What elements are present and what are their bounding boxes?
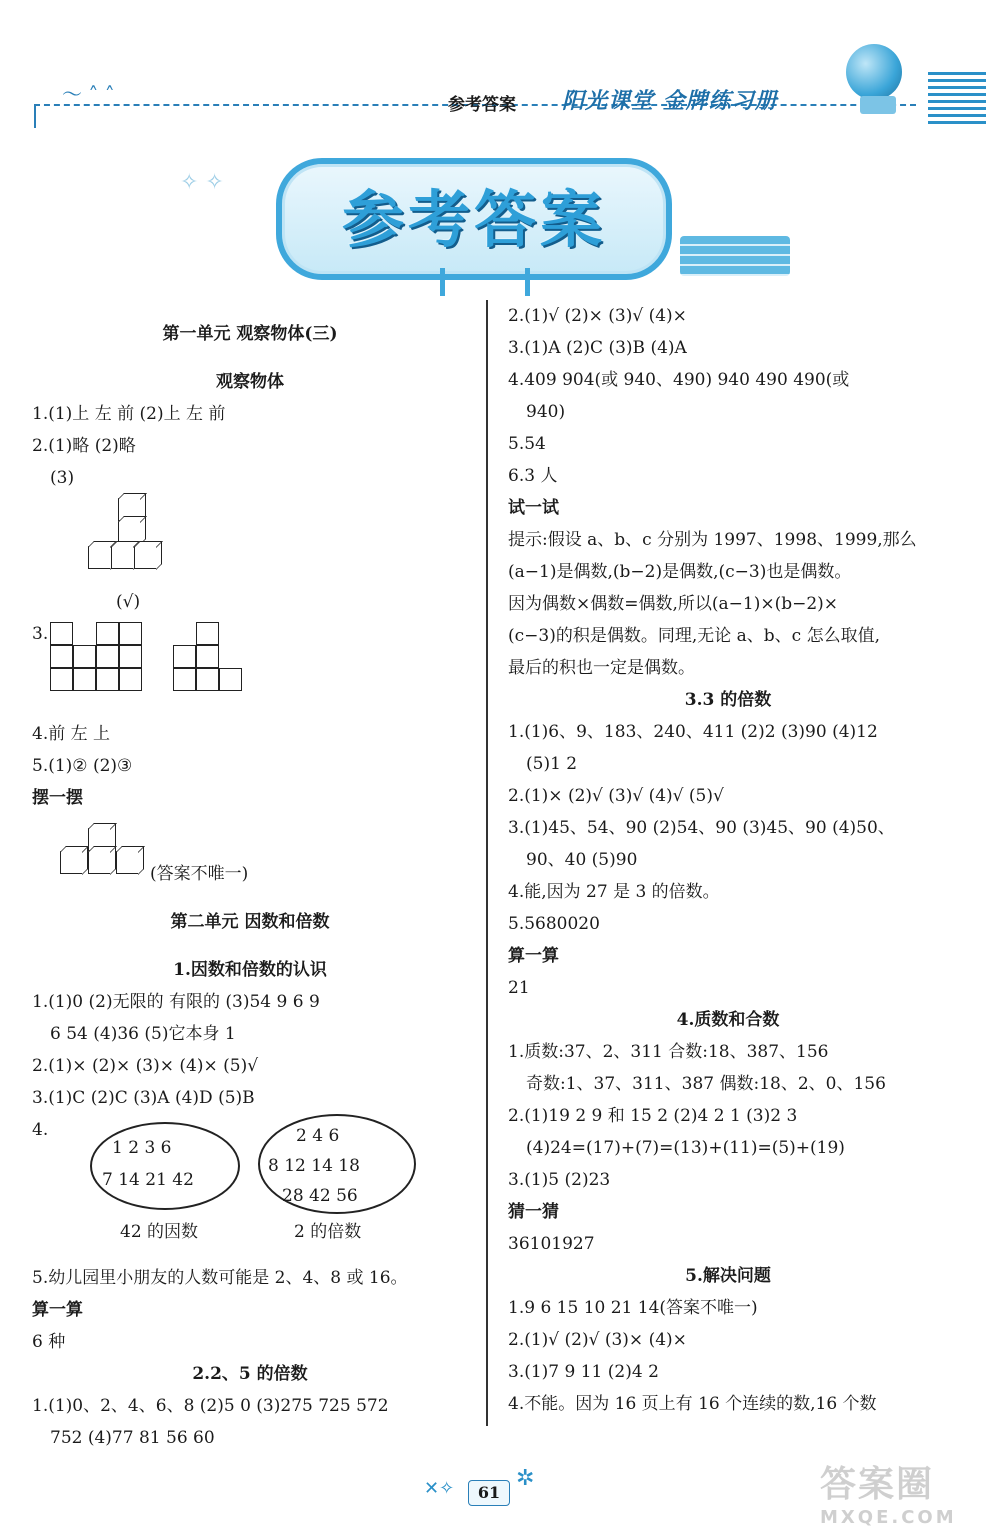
answer-line: 3.(1)5 (2)23 [508, 1170, 611, 1190]
section-title-solve: 5.解决问题 [685, 1266, 771, 1286]
left-column [32, 318, 468, 1454]
section-title-primes: 4.质数和合数 [676, 1010, 780, 1030]
section-title-guess: 猜一猜 [508, 1202, 559, 1222]
section-title-multiples-25: 2.2、5 的倍数 [192, 1364, 308, 1384]
answer-line: 4.前 左 上 [32, 724, 111, 744]
page-number: 61 [468, 1480, 510, 1506]
answer-line: 4.409 904(或 940、490) 940 490 490(或 [508, 370, 850, 390]
answer-line: 3.(1)45、54、90 (2)54、90 (3)45、90 (4)50、 [508, 818, 895, 838]
answer-line: (4)24=(17)+(7)=(13)+(11)=(5)+(19) [526, 1138, 845, 1158]
answer-line: 3.(1)7 9 11 (2)4 2 [508, 1362, 659, 1382]
column-divider [486, 300, 488, 1426]
watermark [820, 1456, 986, 1528]
answer-line: 2.(1)19 2 9 和 15 2 (2)4 2 1 (3)2 3 [508, 1106, 798, 1126]
answer-line: 90、40 (5)90 [526, 850, 638, 870]
answer-line: 1.(1)0 (2)无限的 有限的 (3)54 9 6 9 [32, 992, 320, 1012]
pinwheel-icon: ✲ [516, 1466, 535, 1491]
ellipse-text: 7 14 21 42 [102, 1170, 194, 1190]
answer-line: (a−1)是偶数,(b−2)是偶数,(c−3)也是偶数。 [508, 562, 852, 582]
answer-line: 6 54 (4)36 (5)它本身 1 [50, 1024, 236, 1044]
section-title-calc: 算一算 [508, 946, 559, 966]
ellipse-text: 1 2 3 6 [112, 1138, 172, 1158]
header-stripes-decoration [928, 72, 986, 124]
answer-line: 5.5680020 [508, 914, 600, 934]
answer-line: 5.幼儿园里小朋友的人数可能是 2、4、8 或 16。 [32, 1268, 408, 1288]
answer-line: 6 种 [32, 1332, 66, 1352]
answer-line: 提示:假设 a、b、c 分别为 1997、1998、1999,那么 [508, 530, 917, 550]
answer-line: 最后的积也一定是偶数。 [508, 658, 695, 678]
unit1-title: 第一单元 观察物体(三) [162, 324, 338, 344]
answer-line: 752 (4)77 81 56 60 [50, 1428, 215, 1448]
answer-line: (3) [50, 468, 75, 488]
answer-line: 940) [526, 402, 566, 422]
ellipse-caption: 2 的倍数 [294, 1222, 362, 1242]
ellipse-text: 8 12 14 18 [268, 1156, 360, 1176]
ellipse-text: 2 4 6 [296, 1126, 340, 1146]
answer-line: 2.(1)√ (2)√ (3)× (4)× [508, 1330, 687, 1350]
answer-line: 3. [32, 624, 49, 644]
unit2-title: 第二单元 因数和倍数 [170, 912, 330, 932]
answer-line: 6.3 人 [508, 466, 558, 486]
answer-line: 1.9 6 15 10 21 14(答案不唯一) [508, 1298, 758, 1318]
birds-decoration: 〜 ˄ ˄ [62, 82, 115, 106]
ellipse-caption: 42 的因数 [120, 1222, 199, 1242]
books-decoration [680, 236, 790, 276]
header-brand: 阳光课堂 金牌练习册 [562, 88, 778, 114]
section-title-factors: 1.因数和倍数的认识 [173, 960, 327, 980]
section-title-try: 试一试 [508, 498, 559, 518]
globe-icon [846, 44, 902, 100]
watermark-bottom: MXQE.COM [820, 1507, 957, 1528]
answer-line: 3.(1)A (2)C (3)B (4)A [508, 338, 687, 358]
globe-stand-decoration [860, 96, 896, 114]
section-title-arrange: 摆一摆 [32, 788, 83, 808]
answer-line: 5.(1)② (2)③ [32, 756, 133, 776]
answer-line: (5)1 2 [526, 754, 578, 774]
answer-line: 2.(1)× (2)× (3)× (4)× (5)√ [32, 1056, 259, 1076]
venn-figures [32, 1114, 468, 1262]
section-title-multiples-3: 3.3 的倍数 [684, 690, 772, 710]
answer-line: 3.(1)C (2)C (3)A (4)D (5)B [32, 1088, 255, 1108]
answer-line: 2.(1)略 (2)略 [32, 436, 136, 456]
answer-line: 21 [508, 978, 530, 998]
answer-line: 4.不能。因为 16 页上有 16 个连续的数,16 个数 [508, 1394, 877, 1414]
answer-line: 2.(1)√ (2)× (3)√ (4)× [508, 306, 687, 326]
answer-line: 4.能,因为 27 是 3 的倍数。 [508, 882, 720, 902]
board-legs-decoration [440, 268, 530, 296]
answer-line: (c−3)的积是偶数。同理,无论 a、b、c 怎么取值, [508, 626, 880, 646]
section-title-observe: 观察物体 [216, 372, 284, 392]
answer-line: 1.(1)上 左 前 (2)上 左 前 [32, 404, 226, 424]
section-title-calc: 算一算 [32, 1300, 83, 1320]
answer-line: 5.54 [508, 434, 546, 454]
cube-figure-1 [32, 494, 468, 586]
cube-figure-2 [32, 814, 468, 906]
ellipse-text: 28 42 56 [282, 1186, 358, 1206]
answer-note: (答案不唯一) [150, 864, 249, 884]
check-mark: (√) [116, 592, 141, 612]
answer-line: 1.(1)0、2、4、6、8 (2)5 0 (3)275 725 572 [32, 1396, 389, 1416]
sparkle-decoration: ✧ ✧ [180, 170, 224, 195]
watermark-top: 答案圈 [820, 1464, 935, 1505]
answer-line: 1.(1)6、9、183、240、411 (2)2 (3)90 (4)12 [508, 722, 878, 742]
answer-line: 因为偶数×偶数=偶数,所以(a−1)×(b−2)× [508, 594, 839, 614]
header-ref-label: 参考答案 [448, 95, 516, 115]
right-column [508, 300, 948, 1420]
answer-line: 4. [32, 1120, 49, 1140]
grid-figures [32, 618, 468, 718]
star-decoration: ✕✧ [424, 1478, 455, 1499]
answer-line: 36101927 [508, 1234, 595, 1254]
answer-line: 2.(1)× (2)√ (3)√ (4)√ (5)√ [508, 786, 724, 806]
answer-line: 奇数:1、37、311、387 偶数:18、2、0、156 [526, 1074, 886, 1094]
answer-line: 1.质数:37、2、311 合数:18、387、156 [508, 1042, 829, 1062]
banner-title: 参考答案 [341, 183, 606, 256]
